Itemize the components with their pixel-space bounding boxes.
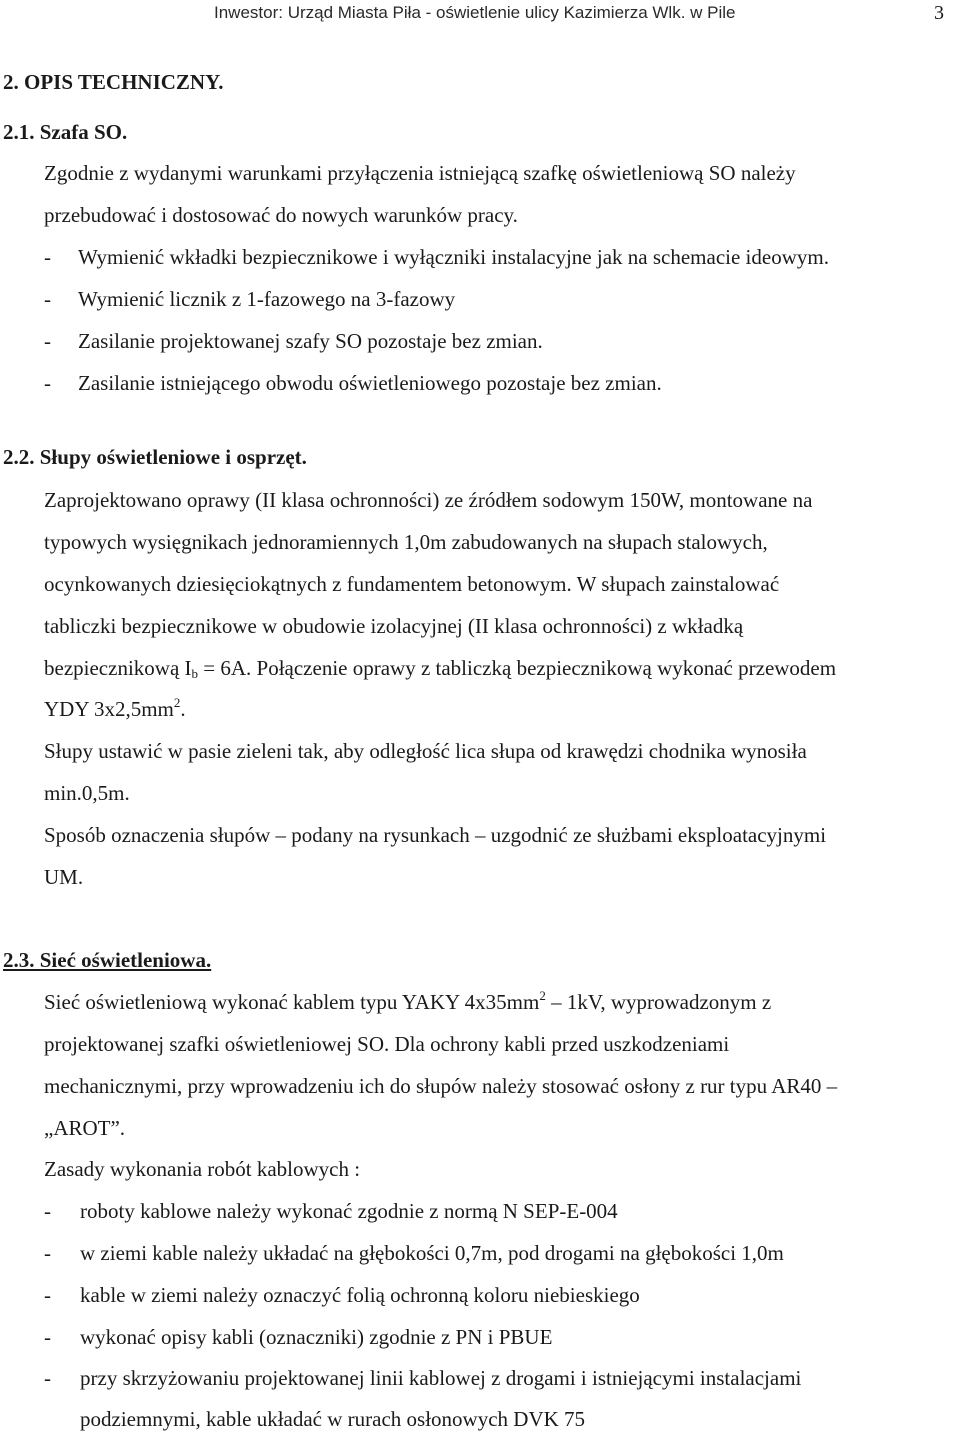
header-title: Inwestor: Urząd Miasta Piła - oświetlenie ulicy Kazimierza Wlk. w Pile [214,3,736,22]
list-item-continuation: podziemnymi, kable układać w rurach osłonowych DVK 75 [80,1407,586,1431]
paragraph-line [44,988,772,1014]
list-item: Wymienić wkładki bezpiecznikowe i wyłączniki instalacyjne jak na schemacie ideowym. [78,245,829,269]
text-run: Sieć oświetleniową wykonać kablem typu YAKY 4x35mm [44,990,540,1014]
text-run: – 1kV, wyprowadzonym z [545,990,772,1014]
list-item: wykonać opisy kabli (oznaczniki) zgodnie z PN i PBUE [80,1325,553,1349]
paragraph-line: projektowanej szafki oświetleniowej SO. Dla ochrony kabli przed uszkodzeniami [44,1032,730,1056]
paragraph-line: typowych wysięgnikach jednoramiennych 1,0m zabudowanych na słupach stalowych, [44,530,768,554]
list-item: kable w ziemi należy oznaczyć folią ochronną koloru niebieskiego [80,1283,640,1307]
list-item: Wymienić licznik z 1-fazowego na 3-fazowy [78,287,456,311]
superscript: 2 [539,988,546,1003]
bullet-dash: - [44,1241,51,1265]
section-heading: 2. OPIS TECHNICZNY. [3,70,224,94]
bullet-dash: - [44,1199,51,1223]
list-item: roboty kablowe należy wykonać zgodnie z normą N SEP-E-004 [80,1199,618,1223]
paragraph-line: Zaprojektowano oprawy (II klasa ochronności) ze źródłem sodowym 150W, montowane na [44,488,813,512]
bullet-dash: - [44,287,51,311]
paragraph-line: UM. [44,865,84,889]
heading-2-3: 2.3. Sieć oświetleniowa. [3,948,212,972]
paragraph-line: przebudować i dostosować do nowych warunków pracy. [44,203,518,227]
bullet-dash: - [44,1366,51,1390]
paragraph-line: Zgodnie z wydanymi warunkami przyłączenia istniejącą szafkę oświetleniową SO należy [44,161,796,185]
text-run: . [180,697,186,721]
text-run: YDY 3x2,5mm [44,697,174,721]
bullet-dash: - [44,371,51,395]
paragraph-line [44,695,186,721]
paragraph-line: mechanicznymi, przy wprowadzeniu ich do słupów należy stosować osłony z rur typu AR40 – [44,1074,838,1098]
paragraph-line: min.0,5m. [44,781,130,805]
text-run: bezpiecznikową I [44,656,192,680]
text-run: = 6A. Połączenie oprawy z tabliczką bezpiecznikową wykonać przewodem [198,656,837,680]
bullet-dash: - [44,1325,51,1349]
bullet-dash: - [44,1283,51,1307]
page-number: 3 [934,2,944,24]
subscript: b [191,666,199,681]
paragraph-line: „AROT”. [44,1116,126,1140]
list-item: w ziemi kable należy układać na głębokości 0,7m, pod drogami na głębokości 1,0m [80,1241,784,1265]
list-item: Zasilanie istniejącego obwodu oświetleniowego pozostaje bez zmian. [78,371,662,395]
list-item: przy skrzyżowaniu projektowanej linii kablowej z drogami i istniejącymi instalacjami [80,1366,802,1390]
paragraph-line: tabliczki bezpiecznikowe w obudowie izolacyjnej (II klasa ochronności) z wkładką [44,614,744,638]
paragraph-line: Sposób oznaczenia słupów – podany na rysunkach – uzgodnić ze służbami eksploatacyjnymi [44,823,827,847]
heading-2-1: 2.1. Szafa SO. [3,120,128,144]
page-header [0,0,960,40]
paragraph-line: Słupy ustawić w pasie zieleni tak, aby odległość lica słupa od krawędzi chodnika wynosiła [44,739,807,763]
superscript: 2 [173,695,181,710]
bullet-dash: - [44,245,51,269]
bullet-dash: - [44,329,51,353]
paragraph-line: ocynkowanych dziesięciokątnych z fundamentem betonowym. W słupach zainstalować [44,572,780,596]
heading-2-2: 2.2. Słupy oświetleniowe i osprzęt. [3,445,307,469]
paragraph-line [44,658,836,679]
paragraph-line: Zasady wykonania robót kablowych : [44,1157,361,1181]
list-item: Zasilanie projektowanej szafy SO pozostaje bez zmian. [78,329,543,353]
